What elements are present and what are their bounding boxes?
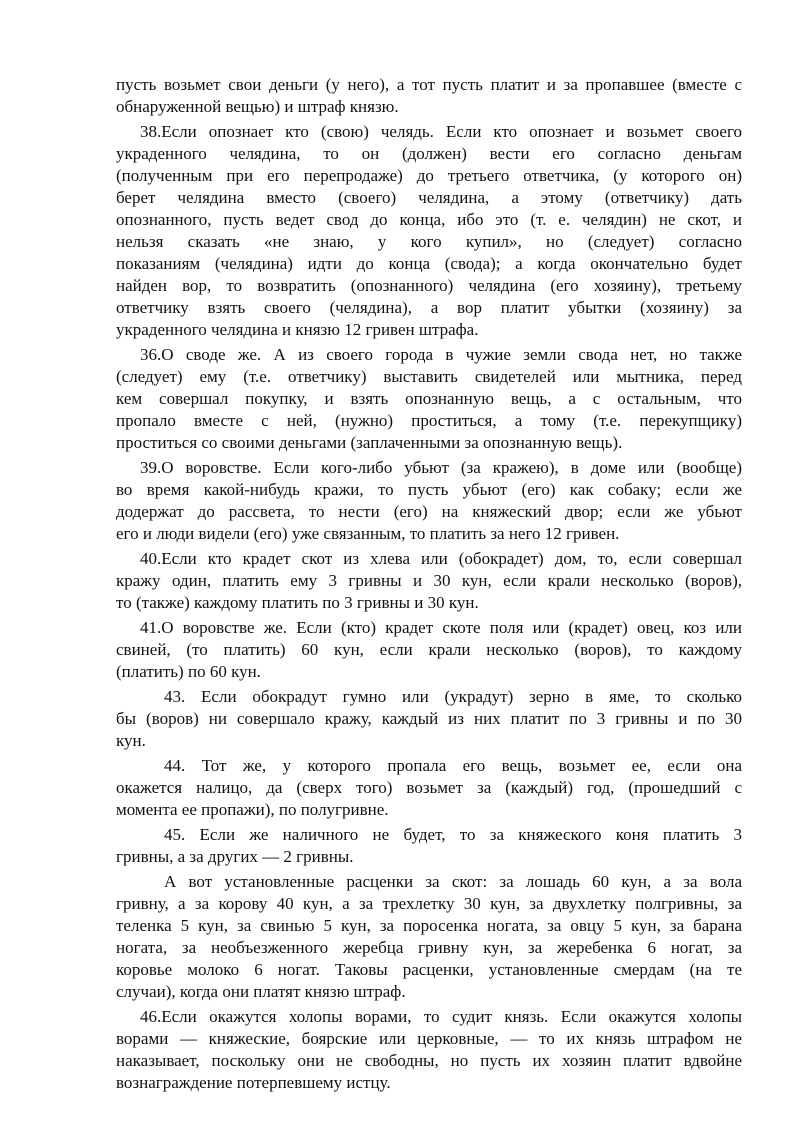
text-line: 45. Если же наличного не будет, то за княжеского коня платить 3 [164,825,742,844]
text-line: 44. Тот же, у которого пропала его вещь, возьмет ее, если она [164,756,742,775]
paragraph [116,617,742,683]
text-line: проститься со своими деньгами (заплаченными за опознанную вещь). [116,433,623,452]
text-line: берет челядина вместо (своего) челядина, а этому (ответчику) дать [116,188,742,207]
text-line: украденного челядина, то он (должен) вести его согласно деньгам [116,144,742,163]
text-line: свиней, (то платить) 60 кун, если крали несколько (воров), то каждому [116,640,742,659]
text-line: додержат до рассвета, то нести (его) на княжеский двор; если же убьют [116,502,742,521]
text-line: (платить) по 60 кун. [116,662,261,681]
paragraph [116,686,742,752]
text-line: А вот установленные расценки за скот: за лошадь 60 кун, а за вола [164,872,742,891]
text-line: 43. Если обокрадут гумно или (украдут) зерно в яме, то сколько [164,687,742,706]
text-line: ногата, за необъезженного жеребца гривну кун, за жеребенка 6 ногат, за [116,938,742,957]
text-line: опознанного, пусть ведет свод до конца, ибо это (т. е. челядин) не скот, и [116,210,742,229]
text-line: 38.Если опознает кто (свою) челядь. Если кто опознает и возьмет своего [140,122,742,141]
text-line: кем совершал покупку, и взять опознанную вещь, а с остальным, что [116,389,742,408]
text-line: 41.О воровстве же. Если (кто) крадет скоте поля или (крадет) овец, коз или [140,618,742,637]
paragraph [116,1006,742,1094]
text-line: окажется налицо, да (сверх того) возьмет за (каждый) год, (прошедший с [116,778,742,797]
text-line: 40.Если кто крадет скот из хлева или (обокрадет) дом, то, если совершал [140,549,742,568]
text-line: то (также) каждому платить по 3 гривны и 30 кун. [116,593,479,612]
text-line: (следует) ему (т.е. ответчику) выставить свидетелей или мытника, перед [116,367,742,386]
text-line: найден вор, то возвратить (опознанного) челядина (его хозяину), третьему [116,276,742,295]
text-line: нельзя сказать «не знаю, у кого купил», но (следует) согласно [116,232,742,251]
paragraph [116,457,742,545]
text-line: коровье молоко 6 ногат. Таковы расценки, установленные смердам (на те [116,960,742,979]
text-line: 36.О своде же. А из своего города в чужие земли свода нет, но также [140,345,742,364]
text-line: его и люди видели (его) уже связанным, то платить за него 12 гривен. [116,524,620,543]
paragraph [116,871,742,1003]
text-line: 46.Если окажутся холопы ворами, то судит князь. Если окажутся холопы [140,1007,742,1026]
paragraph [116,344,742,454]
text-line: наказывает, поскольку они не свободны, но пусть их хозяин платит вдвойне [116,1051,742,1070]
text-line: (полученным при его перепродаже) до третьего ответчика, (у которого он) [116,166,742,185]
paragraph [116,548,742,614]
text-line: ворами — княжеские, боярские или церковные, — то их князь штрафом не [116,1029,742,1048]
text-line: теленка 5 кун, за свинью 5 кун, за поросенка ногата, за овцу 5 кун, за барана [116,916,742,935]
text-line: вознаграждение потерпевшему истцу. [116,1073,391,1092]
text-line: пропало вместе с ней, (нужно) проститься, а тому (т.е. перекупщику) [116,411,742,430]
text-line: момента ее пропажи), по полугривне. [116,800,389,819]
text-line: гривну, а за корову 40 кун, а за трехлетку 30 кун, за двухлетку полгривны, за [116,894,742,913]
text-line: пусть возьмет свои деньги (у него), а тот пусть платит и за пропавшее (вместе с [116,75,742,94]
paragraph [116,121,742,341]
text-line: гривны, а за других — 2 гривны. [116,847,354,866]
paragraph [116,824,742,868]
text-line: кун. [116,731,146,750]
text-line: случаи), когда они платят князю штраф. [116,982,406,1001]
text-line: обнаруженной вещью) и штраф князю. [116,97,399,116]
text-line: бы (воров) ни совершало кражу, каждый из них платит по 3 гривны и по 30 [116,709,742,728]
text-line: ответчику взять своего (челядина), а вор платит убытки (хозяину) за [116,298,742,317]
paragraph [116,74,742,118]
text-line: 39.О воровстве. Если кого-либо убьют (за кражею), в доме или (вообще) [140,458,742,477]
document-page [116,74,742,1097]
text-line: показаниям (челядина) идти до конца (свода); а когда окончательно будет [116,254,742,273]
text-line: кражу один, платить ему 3 гривны и 30 кун, если крали несколько (воров), [116,571,742,590]
paragraph [116,755,742,821]
text-line: во время какой-нибудь кражи, то пусть убьют (его) как собаку; если же [116,480,742,499]
text-line: украденного челядина и князю 12 гривен штрафа. [116,320,479,339]
